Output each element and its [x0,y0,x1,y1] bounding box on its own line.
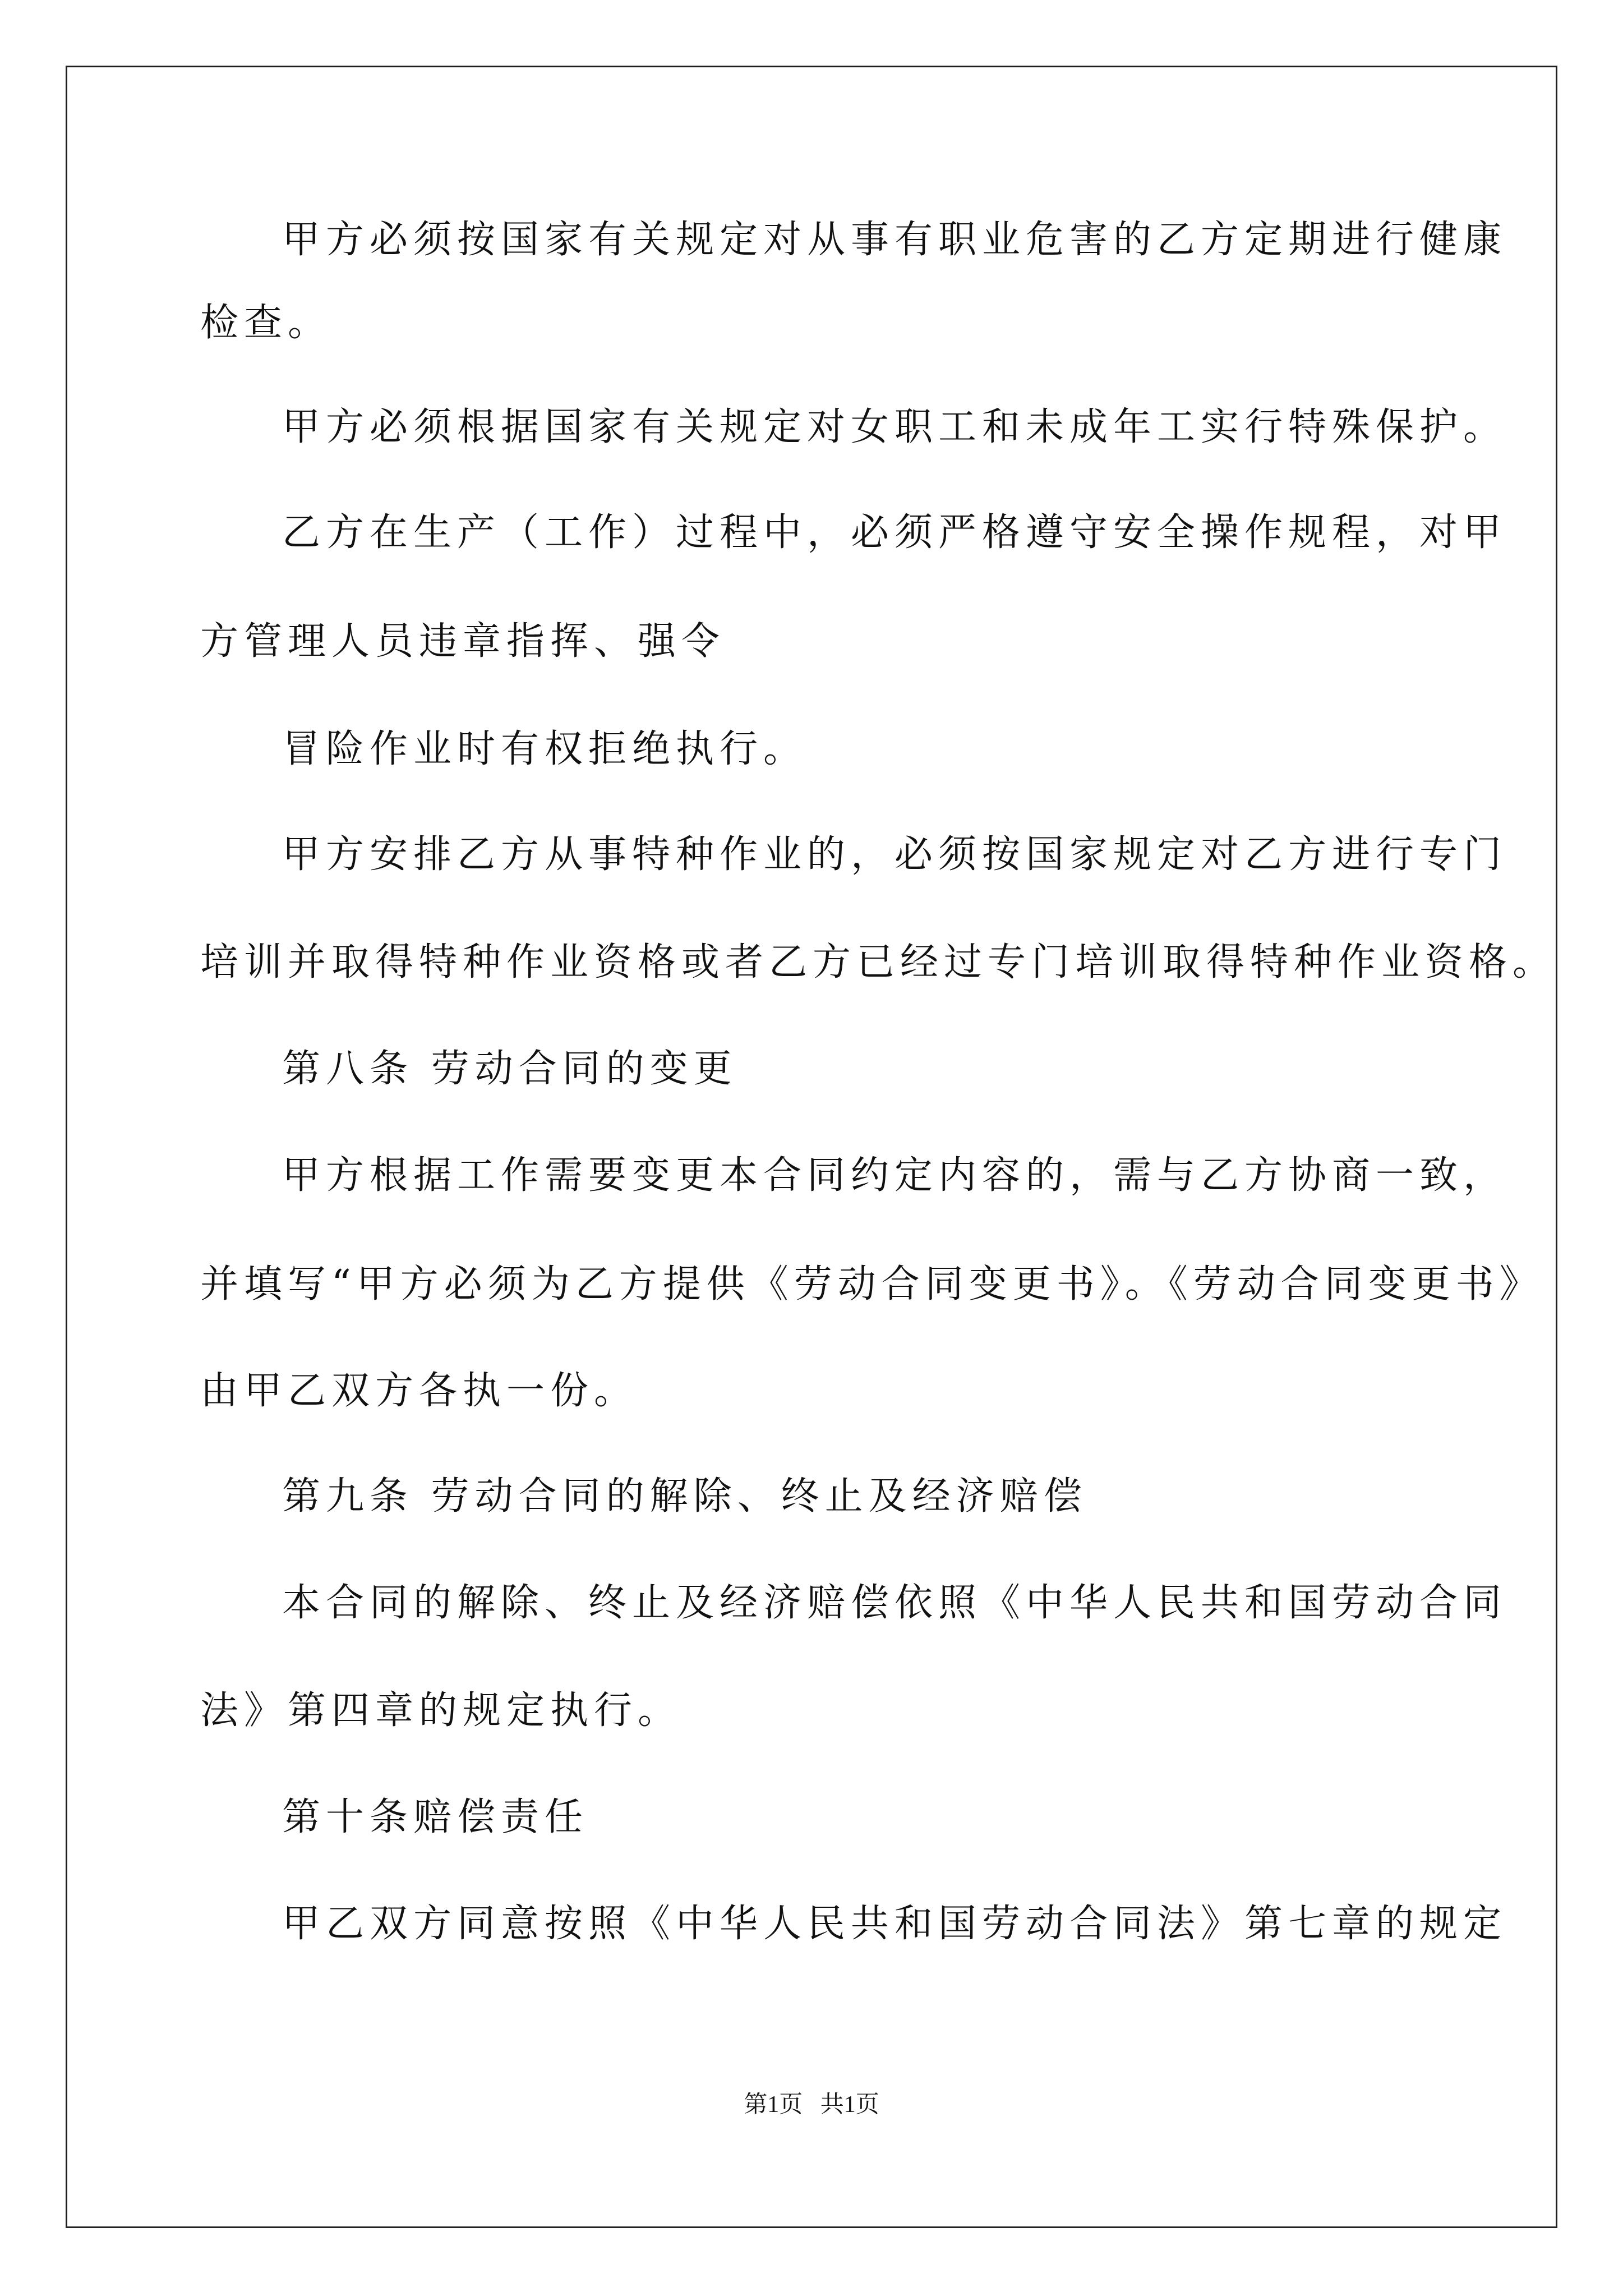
paragraph-line: 甲方根据工作需要变更本合同约定内容的，需与乙方协商一致， [282,1153,1507,1198]
page-number: 第1页 共1页 [744,2092,879,2118]
paragraph-line: 甲方安排乙方从事特种作业的，必须按国家规定对乙方进行专门 [282,832,1507,877]
section-heading: 第十条赔偿责任 [282,1795,589,1839]
paragraph-line: 培训并取得特种作业资格或者乙方已经过专门培训取得特种作业资格。 [200,940,1557,984]
paragraph-line: 检查。 [200,301,332,345]
paragraph-line: 甲方必须按国家有关规定对从事有职业危害的乙方定期进行健康 [282,218,1507,262]
paragraph-line: 乙方在生产（工作）过程中，必须严格遵守安全操作规程，对甲 [282,510,1507,555]
paragraph-line: 并填写“甲方必须为乙方提供《劳动合同变更书》。《劳动合同变更书》 [200,1262,1543,1306]
paragraph-line: 方管理人员违章指挥、强令 [200,619,726,664]
paragraph-line: 法》第四章的规定执行。 [200,1688,682,1733]
paragraph-line: 甲乙双方同意按照《中华人民共和国劳动合同法》第七章的规定 [282,1902,1507,1946]
paragraph-line: 甲方必须根据国家有关规定对女职工和未成年工实行特殊保护。 [282,405,1507,449]
section-heading: 第八条 劳动合同的变更 [282,1047,737,1091]
paragraph-line: 冒险作业时有权拒绝执行。 [282,727,808,771]
section-heading: 第九条 劳动合同的解除、终止及经济赔偿 [282,1474,1087,1519]
paragraph-line: 由甲乙双方各执一份。 [200,1369,638,1413]
paragraph-line: 本合同的解除、终止及经济赔偿依照《中华人民共和国劳动合同 [282,1581,1507,1625]
